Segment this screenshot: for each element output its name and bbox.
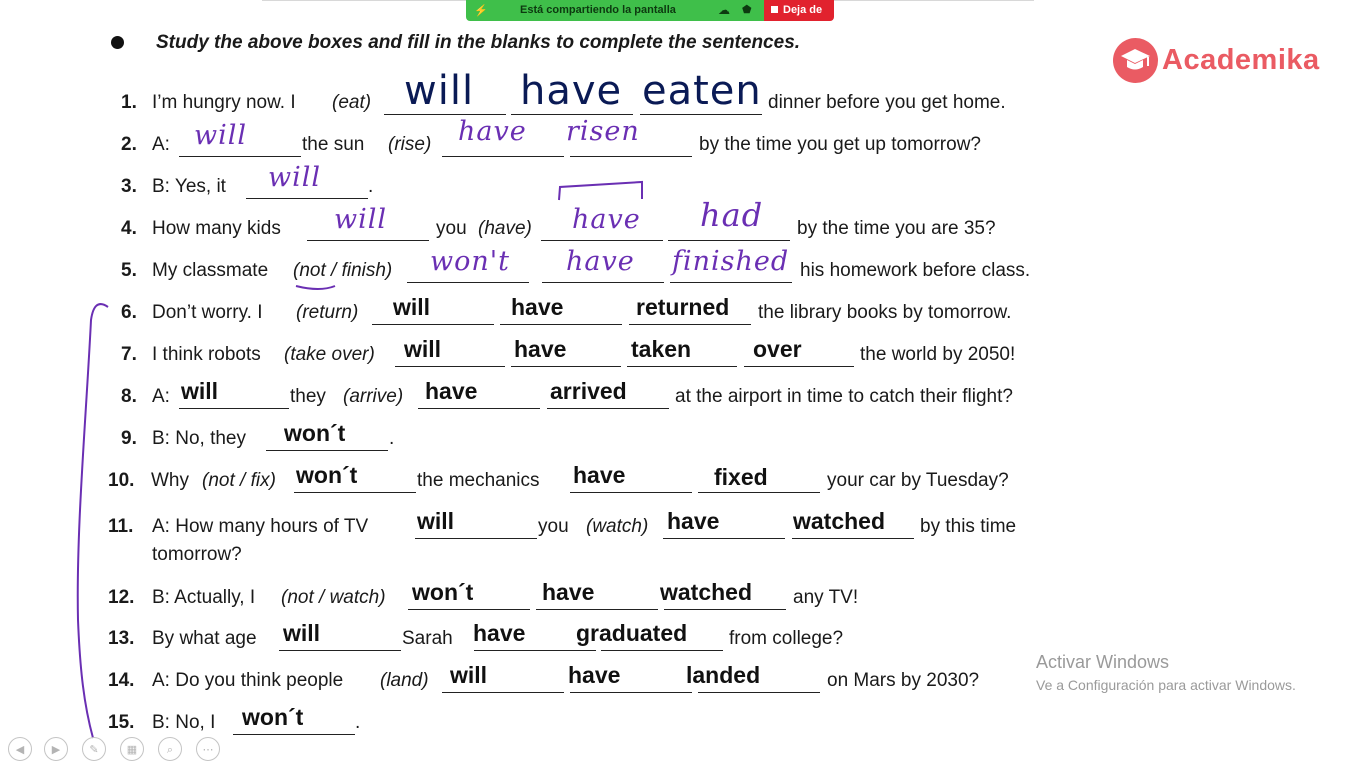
sentence-text: any TV! [793, 587, 859, 608]
verb-hint: (eat) [332, 92, 372, 113]
cloud-icon: ☁ [718, 3, 730, 17]
handwritten-answer: finished [672, 246, 790, 277]
instruction-text: Study the above boxes and fill in the blanks to complete the sentences. [156, 32, 801, 53]
typed-answer: returned [636, 294, 730, 320]
sentence-number: 8. [121, 386, 137, 407]
sentence-number: 7. [121, 344, 137, 365]
typed-answer: arrived [550, 378, 627, 404]
sentence-text: at the airport in time to catch their flight? [675, 386, 1013, 407]
sentence-number: 9. [121, 428, 137, 449]
handwritten-answer: won't [430, 246, 511, 277]
sentence-text: By what age [152, 628, 257, 649]
sentence-text: A: How many hours of TV [152, 516, 369, 537]
ink-overline [559, 182, 642, 200]
handwritten-answer: will [268, 162, 322, 193]
sentence-text: they [290, 386, 326, 407]
sentence-text: A: [152, 386, 170, 407]
more-icon[interactable]: ⋯ [196, 737, 220, 761]
sentence-number: 3. [121, 176, 137, 197]
typed-answer: have [425, 378, 478, 404]
ink-bracket [78, 304, 108, 738]
typed-answer: graduated [576, 620, 688, 646]
verb-hint: (watch) [586, 516, 649, 537]
typed-answer: have [573, 462, 626, 488]
typed-answer: will [417, 508, 455, 534]
sentence-number: 10. [108, 470, 135, 491]
sentence-text: B: Actually, I [152, 587, 256, 608]
sentence-number: 1. [121, 92, 137, 113]
stop-sharing-label: Deja de [783, 4, 823, 16]
written-answer: have [520, 68, 623, 114]
sentence-text: from college? [729, 628, 844, 649]
sentence-text: dinner before you get home. [768, 92, 1006, 113]
typed-answer: won´t [296, 462, 358, 488]
sentence-text: . [368, 176, 374, 197]
sentence-text: How many kids [152, 218, 281, 239]
handwritten-answer: risen [566, 116, 640, 147]
logo-text: Academika [1162, 44, 1320, 76]
shield-icon: ⬟ [742, 4, 752, 16]
sentence-text: the world by 2050! [860, 344, 1016, 365]
typed-answer: won´t [284, 420, 346, 446]
sentence-text: your car by Tuesday? [827, 470, 1009, 491]
sentence-text: by the time you are 35? [797, 218, 996, 239]
handwritten-answer: will [334, 204, 388, 235]
sentence-text: I think robots [152, 344, 261, 365]
typed-answer: over [753, 336, 802, 362]
sentence-text: the library books by tomorrow. [758, 302, 1012, 323]
sentence-text: B: No, I [152, 712, 216, 733]
slides-icon[interactable]: ▦ [120, 737, 144, 761]
typed-answer: have [542, 579, 595, 605]
sentence-text: the mechanics [417, 470, 540, 491]
verb-hint: (arrive) [343, 386, 404, 407]
sentence-text: My classmate [152, 260, 269, 281]
sentence-text: . [389, 428, 395, 449]
forward-icon[interactable]: ▶ [44, 737, 68, 761]
ink-underline [296, 286, 335, 289]
sentence-text: Don’t worry. I [152, 302, 263, 323]
typed-answer: will [283, 620, 321, 646]
typed-answer: will [181, 378, 219, 404]
activation-watermark-subtitle: Ve a Configuración para activar Windows. [1036, 677, 1296, 693]
typed-answer: won´t [242, 704, 304, 730]
sentence-number: 14. [108, 670, 135, 691]
written-answer: will [404, 68, 475, 114]
typed-answer: have [473, 620, 526, 646]
sentence-text: Sarah [402, 628, 453, 649]
sentence-number: 4. [121, 218, 137, 239]
sentence-text: tomorrow? [152, 544, 242, 565]
activation-watermark-title: Activar Windows [1036, 652, 1170, 672]
handwritten-answer: have [566, 246, 635, 277]
handwritten-answer: will [194, 120, 248, 151]
typed-answer: watched [793, 508, 886, 534]
share-status-text: Está compartiendo la pantalla [520, 4, 676, 16]
sentence-text: you [436, 218, 467, 239]
handwritten-answer: have [572, 204, 641, 235]
sentence-text: A: Do you think people [152, 670, 344, 691]
typed-answer: have [514, 336, 567, 362]
sentence-number: 2. [121, 134, 137, 155]
sentence-text: . [355, 712, 361, 733]
typed-answer: have [511, 294, 564, 320]
handwritten-answer: had [700, 196, 764, 234]
typed-answer: won´t [412, 579, 474, 605]
sentence-text: by the time you get up tomorrow? [699, 134, 981, 155]
pen-icon[interactable]: ✎ [82, 737, 106, 761]
lightning-icon: ⚡ [474, 5, 488, 17]
sentence-text: A: [152, 134, 170, 155]
sentence-text: Why [151, 470, 189, 491]
verb-hint: (not / finish) [293, 260, 393, 281]
typed-answer: watched [660, 579, 753, 605]
zoom-icon[interactable]: ⌕ [158, 737, 182, 761]
verb-hint: (not / watch) [281, 587, 386, 608]
typed-answer: taken [631, 336, 692, 362]
verb-hint: (rise) [388, 134, 432, 155]
verb-hint: (land) [380, 670, 429, 691]
sentence-text: I’m hungry now. I [152, 92, 296, 113]
sentence-text: the sun [302, 134, 365, 155]
sentence-number: 11. [108, 516, 134, 537]
sentence-text: by this time [920, 516, 1017, 537]
typed-answer: fixed [714, 464, 768, 490]
sentence-text: you [538, 516, 569, 537]
sentence-number: 13. [108, 628, 135, 649]
back-icon[interactable]: ◀ [8, 737, 32, 761]
sentence-text: his homework before class. [800, 260, 1031, 281]
typed-answer: landed [686, 662, 761, 688]
typed-answer: will [404, 336, 442, 362]
sentence-number: 5. [121, 260, 137, 281]
written-answer: eaten [642, 68, 762, 114]
verb-hint: (take over) [284, 344, 375, 365]
typed-answer: have [568, 662, 621, 688]
sentence-text: B: No, they [152, 428, 246, 449]
sentence-text: on Mars by 2030? [827, 670, 980, 691]
sentence-number: 6. [121, 302, 137, 323]
typed-answer: will [450, 662, 488, 688]
verb-hint: (not / fix) [202, 470, 276, 491]
typed-answer: will [393, 294, 431, 320]
verb-hint: (have) [478, 218, 532, 239]
verb-hint: (return) [296, 302, 359, 323]
handwritten-answer: have [458, 116, 527, 147]
sentence-text: B: Yes, it [152, 176, 226, 197]
typed-answer: have [667, 508, 720, 534]
sentence-number: 15. [108, 712, 135, 733]
sentence-number: 12. [108, 587, 135, 608]
